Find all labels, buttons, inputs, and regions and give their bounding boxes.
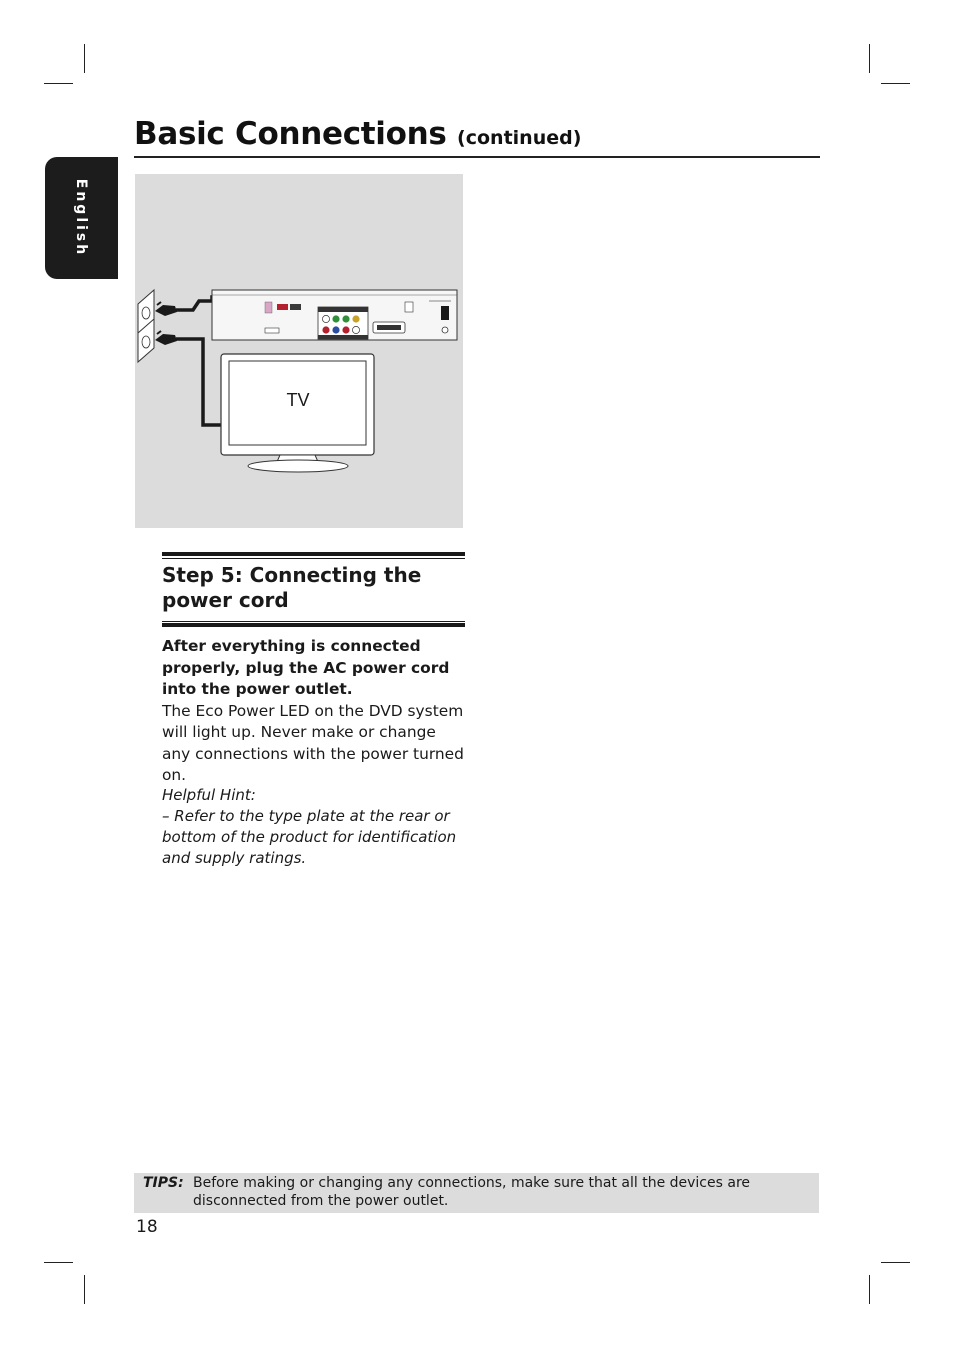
crop-mark-bottom-right-horizontal: [881, 1262, 910, 1263]
page-title-continued: (continued): [457, 127, 582, 149]
step-instruction: After everything is connected properly, plug the AC power cord into the power outlet.: [162, 637, 450, 698]
page-title-main: Basic Connections: [134, 116, 447, 152]
power-plug-dvd: [155, 302, 177, 316]
step-body: [162, 636, 465, 787]
step-description: The Eco Power LED on the DVD system will light up. Never make or change any connections with the power turned on.: [162, 701, 464, 784]
tv-label: TV: [286, 390, 310, 410]
power-connection-illustration: [135, 174, 463, 528]
step-heading-top-rule: [162, 552, 465, 556]
crop-mark-top-left-vertical: [84, 44, 85, 73]
tips-label: TIPS:: [143, 1175, 184, 1191]
crop-mark-bottom-left-vertical: [84, 1275, 85, 1304]
crop-mark-bottom-left-horizontal: [44, 1262, 73, 1263]
dvd-system-rear-panel: [212, 290, 457, 340]
helpful-hint-title: Helpful Hint:: [162, 786, 256, 804]
step-heading-bottom-rule: [162, 621, 465, 622]
language-tab-label: English: [73, 178, 89, 258]
page-number: 18: [136, 1217, 158, 1237]
step-heading-bottom-rule-thick: [162, 623, 465, 627]
title-rule: [134, 156, 820, 158]
step-heading: Step 5: Connecting the power cord: [162, 563, 422, 612]
connection-diagram: [135, 174, 463, 528]
tips-box: [134, 1173, 819, 1213]
helpful-hint-text: – Refer to the type plate at the rear or bottom of the product for identification and supply ratings.: [162, 807, 457, 867]
wall-outlet: [138, 290, 154, 362]
helpful-hint: [162, 785, 465, 869]
power-plug-tv: [155, 331, 177, 345]
page-title: [134, 116, 581, 156]
crop-mark-bottom-right-vertical: [869, 1275, 870, 1304]
crop-mark-top-right-vertical: [869, 44, 870, 73]
tv: [221, 354, 374, 472]
tv-power-cable: [176, 339, 224, 425]
crop-mark-top-right-horizontal: [881, 83, 910, 84]
crop-mark-top-left-horizontal: [44, 83, 73, 84]
step-heading-top-rule-thin: [162, 558, 465, 559]
tips-text: Before making or changing any connections, make sure that all the devices are disconnected from the power outlet.: [193, 1175, 750, 1209]
